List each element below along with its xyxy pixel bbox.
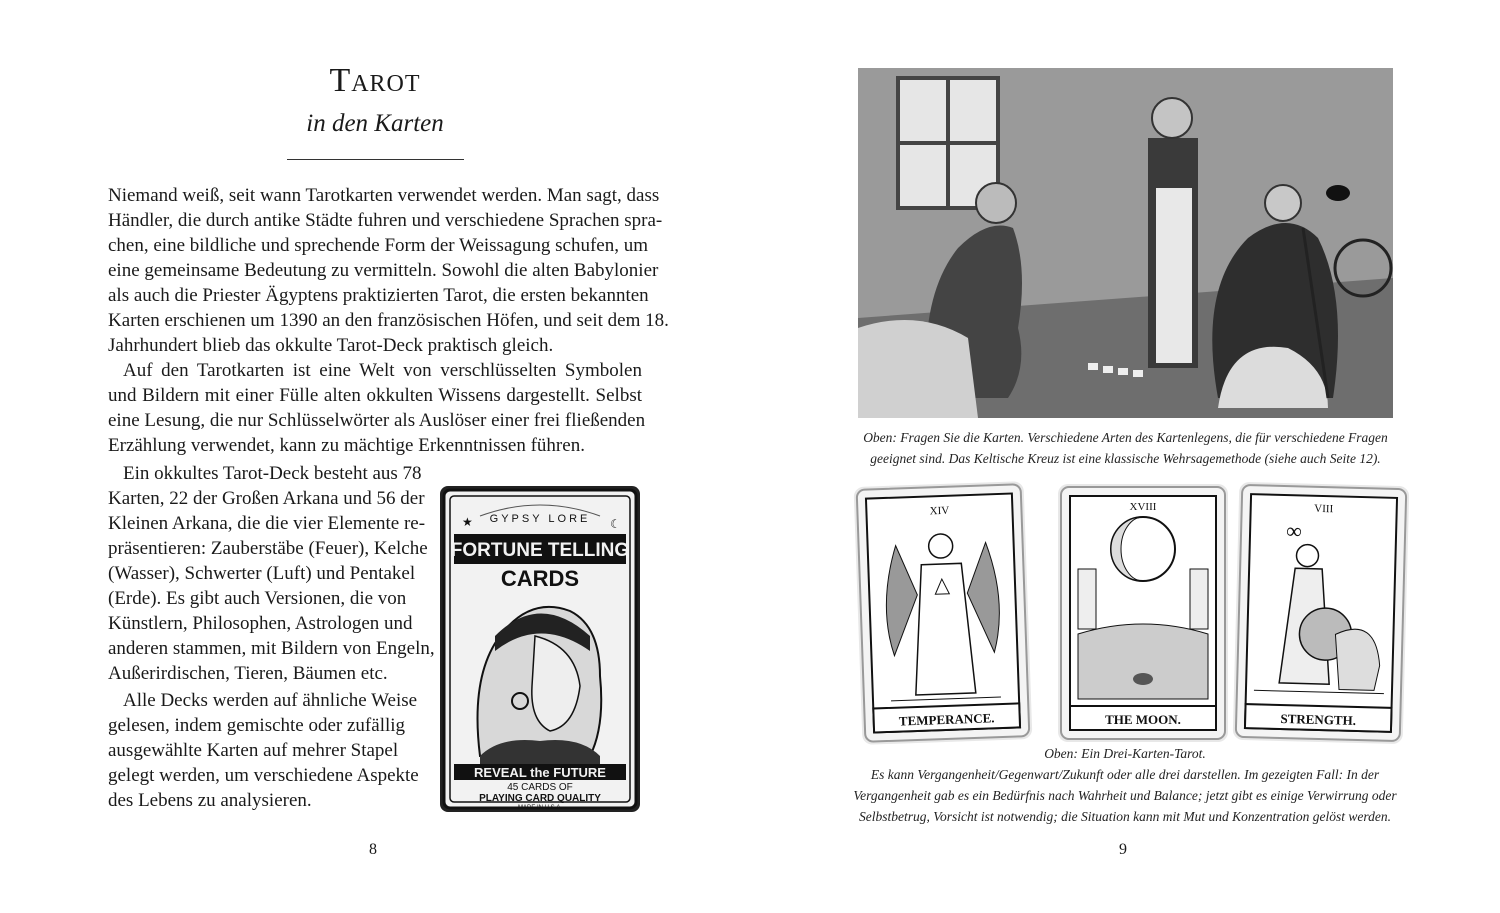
text-line: (Erde). Es gibt auch Versionen, die von [108,588,407,609]
tarot-card-temperance [854,481,1033,745]
paragraph-1 [108,183,669,358]
caption-line: geeignet sind. Das Keltische Kreuz ist eine klassische Wehrsagemethode (siehe auch Seite 12). [870,451,1381,466]
text-line: eine Lesung, die nur Schlüsselwörter als Auslöser einer frei fließenden [108,410,646,431]
card-numeral: XVIII [1129,501,1157,513]
tarot-card-strength [1233,482,1410,744]
text-line: Kleinen Arkana, die die vier Elemente re- [108,513,426,534]
text-line: Außerirdischen, Tieren, Bäumen etc. [108,663,388,684]
paragraph-2 [108,358,646,458]
svg-text:∞: ∞ [1285,518,1303,544]
page-number-right: 9 [1119,841,1127,858]
text-line: Karten erschienen um 1390 an den französischen Höfen, und seit dem 18. [108,310,669,331]
star-icon: ★ [462,515,473,529]
caption-line: Vergangenheit gab es ein Bedürfnis nach Wahrheit und Balance; jetzt gibt es einige Verwirrung oder [853,788,1397,803]
caption-line: Oben: Ein Drei-Karten-Tarot. [1044,746,1206,761]
text-line: präsentieren: Zauberstäbe (Feuer), Kelche [108,538,428,559]
text-line: gelesen, indem gemischte oder zufällig [108,715,406,736]
text-line: anderen stammen, mit Bildern von Engeln, [108,638,435,659]
text-line: des Lebens zu analysieren. [108,790,312,811]
text-line: als auch die Priester Ägyptens praktizierten Tarot, die ersten bekannten [108,285,649,306]
card-name: TEMPERANCE. [898,710,995,729]
page-subtitle: in den Karten [306,110,444,137]
text-line: Erzählung verwendet, kann zu mächtige Erkenntnissen führen. [108,435,585,456]
text-line: Niemand weiß, seit wann Tarotkarten verwendet werden. Man sagt, dass [108,185,660,206]
box-bottom-text-2: 45 CARDS OF [507,782,573,793]
box-bottom-text-4: MADE IN U.S.A. [517,805,563,811]
card-numeral: VIII [1314,502,1334,516]
card-name: STRENGTH. [1280,710,1357,728]
text-line: Karten, 22 der Großen Arkana und 56 der [108,488,425,509]
moon-icon: ☾ [610,517,621,531]
text-line: Jahrhundert blieb das okkulte Tarot-Deck praktisch gleich. [108,335,554,356]
title-divider [287,159,464,160]
card-numeral: XIV [929,504,950,518]
box-headline: FORTUNE TELLING [450,540,630,561]
card-name: THE MOON. [1105,712,1181,727]
text-line: Künstlern, Philosophen, Astrologen und [108,613,413,634]
caption-line: Es kann Vergangenheit/Gegenwart/Zukunft oder alle drei darstellen. Im gezeigten Fall: In der [870,767,1380,782]
text-line: Ein okkultes Tarot-Deck besteht aus 78 [123,463,422,484]
caption-line: Oben: Fragen Sie die Karten. Verschiedene Arten des Kartenlegens, die für verschiedene Fragen [863,430,1388,445]
tarot-card-the-moon [1058,484,1228,742]
photo-caption [858,427,1393,469]
fortune-telling-box-illustration [440,486,640,812]
fortune-telling-photo [858,68,1393,418]
box-top-text: GYPSY LORE [489,513,591,525]
text-line: Händler, die durch antike Städte fuhren und verschiedene Sprachen spra- [108,210,663,231]
text-line: ausgewählte Karten auf mehrer Stapel [108,740,399,761]
text-line: gelegt werden, um verschiedene Aspekte [108,765,419,786]
text-line: (Wasser), Schwerter (Luft) und Pentakel [108,563,416,584]
paragraph-3 [108,461,435,686]
text-line: und Bildern mit einer Fülle alten okkulten Wissens dargestellt. Selbst [108,385,642,406]
box-subhead: CARDS [500,566,580,591]
caption-line: Selbstbetrug, Vorsicht ist notwendig; die Situation kann mit Mut und Konzentration gelöst werden. [859,809,1391,824]
page-number-left: 8 [369,841,377,858]
text-line: eine gemeinsame Bedeutung zu vermitteln. Sowohl die alten Babylonier [108,260,659,281]
page-title: Tarot [329,62,421,99]
box-bottom-text-3: PLAYING CARD QUALITY [479,793,601,804]
text-line: chen, eine bildliche und sprechende Form der Weissagung schufen, um [108,235,648,256]
text-line: Alle Decks werden auf ähnliche Weise [123,690,418,711]
paragraph-4 [108,688,418,813]
text-line: Auf den Tarotkarten ist eine Welt von verschlüsselten Symbolen [123,360,642,381]
cards-caption [830,743,1420,827]
box-bottom-text-1: REVEAL the FUTURE [474,765,606,780]
